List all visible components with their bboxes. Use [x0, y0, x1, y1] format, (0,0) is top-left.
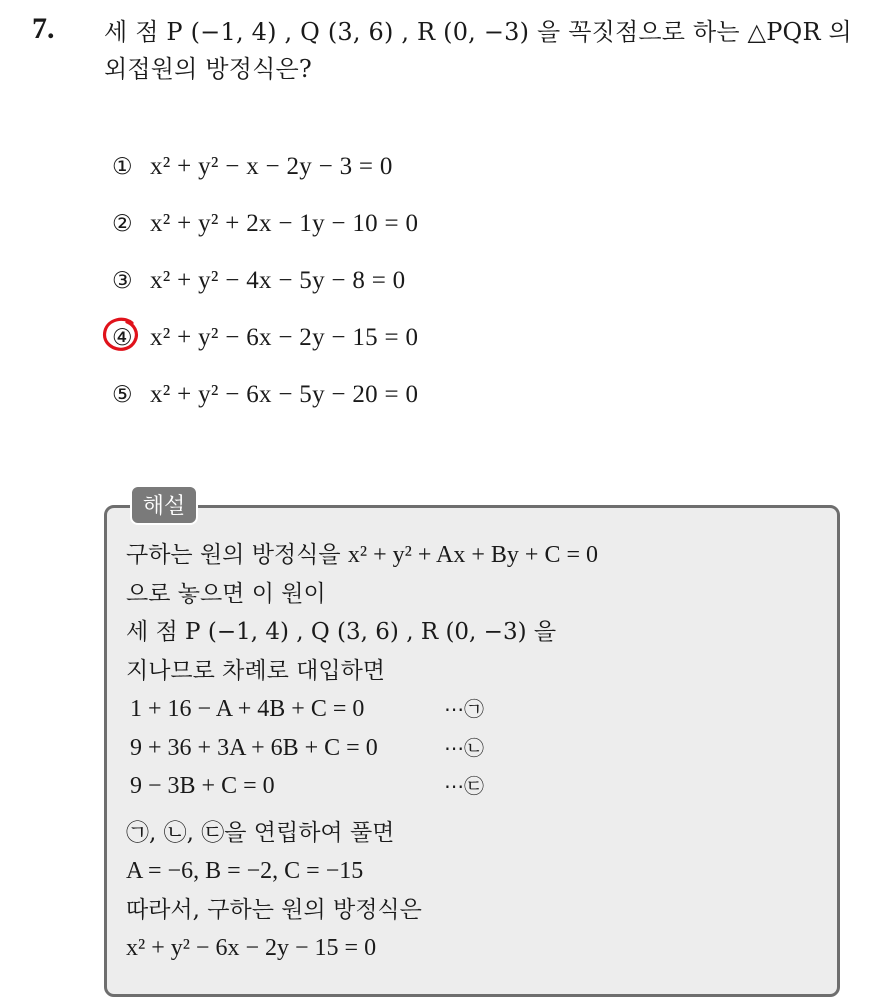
- equation: 9 − 3B + C = 0: [130, 773, 275, 799]
- option-equation: x² + y² − 6x − 2y − 15 = 0: [150, 323, 419, 351]
- solution-line: 따라서, 구하는 원의 방정식은: [126, 896, 422, 923]
- question-text: 세 점 P (−1, 4) , Q (3, 6) , R (0, −3) 을 꼭짓점으로 하는 △PQR 의 외접원의 방정식은?: [104, 18, 852, 83]
- answer-options: [112, 138, 418, 423]
- option-number: ①: [112, 153, 133, 180]
- option-equation: x² + y² − 6x − 5y − 20 = 0: [150, 380, 419, 408]
- option-equation: x² + y² + 2x − 1y − 10 = 0: [150, 209, 419, 237]
- question-number: 7.: [32, 12, 55, 45]
- option-5[interactable]: [112, 366, 418, 423]
- option-equation: x² + y² − 4x − 5y − 8 = 0: [150, 266, 406, 294]
- solution-label: 해설: [130, 485, 198, 525]
- system-equation-3: [126, 767, 598, 806]
- equation-tag: ⋯㉡: [444, 735, 484, 760]
- solution-line: 으로 놓으면 이 원이: [126, 580, 326, 607]
- equation: 9 + 36 + 3A + 6B + C = 0: [130, 734, 378, 761]
- solution-line: ㉠, ㉡, ㉢을 연립하여 풀면: [126, 819, 395, 846]
- solution-text: 구하는 원의 방정식을: [126, 542, 348, 568]
- equation-tag: ⋯㉢: [444, 774, 484, 798]
- option-number: ⑤: [112, 381, 133, 408]
- option-number: ②: [112, 210, 133, 237]
- solution-line: 지나므로 차례로 대입하면: [126, 657, 386, 684]
- final-equation: x² + y² − 6x − 2y − 15 = 0: [126, 935, 377, 961]
- option-number: ④: [112, 324, 133, 351]
- equation-tag: ⋯㉠: [444, 697, 484, 721]
- solution-line: [126, 536, 598, 575]
- solution-content: [126, 536, 598, 968]
- system-equation-2: [126, 729, 598, 768]
- system-equation-1: [126, 690, 598, 729]
- option-2[interactable]: [112, 195, 418, 252]
- option-number: ③: [112, 267, 133, 294]
- equation: 1 + 16 − A + 4B + C = 0: [130, 696, 365, 722]
- option-1[interactable]: [112, 138, 418, 195]
- solution-values: A = −6, B = −2, C = −15: [126, 858, 364, 884]
- option-3[interactable]: [112, 252, 418, 309]
- option-equation: x² + y² − x − 2y − 3 = 0: [150, 152, 393, 180]
- solution-math: x² + y² + Ax + By + C = 0: [347, 542, 598, 568]
- solution-line: 세 점 P (−1, 4) , Q (3, 6) , R (0, −3) 을: [126, 619, 557, 645]
- option-4[interactable]: [112, 309, 418, 366]
